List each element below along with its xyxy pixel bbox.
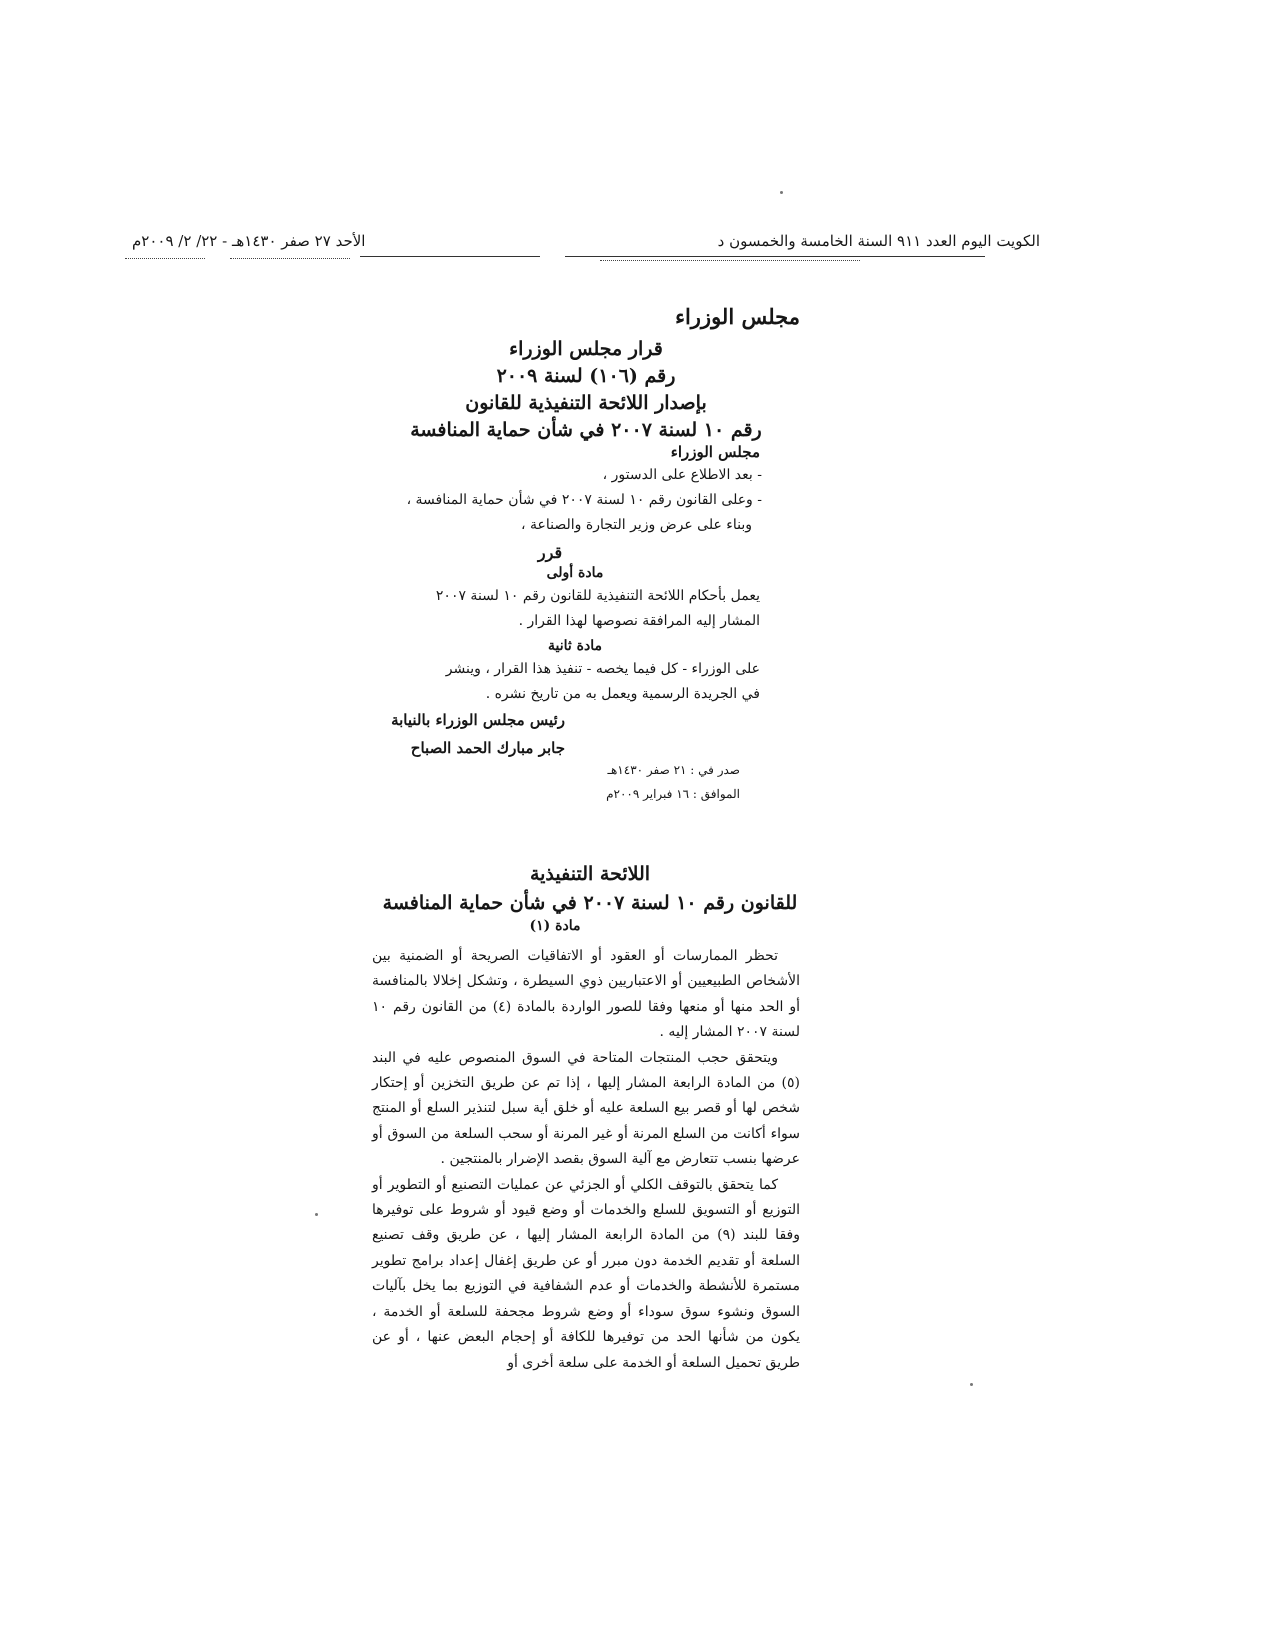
corresponding-date: الموافق : ١٦ فبراير ٢٠٠٩م bbox=[606, 787, 740, 801]
signature-title: رئيس مجلس الوزراء بالنيابة bbox=[391, 711, 565, 729]
recital: - وعلى القانون رقم ١٠ لسنة ٢٠٠٧ في شأن حماية المنافسة ، bbox=[406, 492, 762, 508]
recital: وبناء على عرض وزير التجارة والصناعة ، bbox=[521, 517, 752, 533]
signature-name: جابر مبارك الحمد الصباح bbox=[410, 739, 565, 757]
decision-title-line: بإصدار اللائحة التنفيذية للقانون bbox=[465, 392, 707, 414]
issue-dates bbox=[590, 758, 740, 806]
issued-on: صدر في : ٢١ صفر ١٤٣٠هـ bbox=[607, 763, 740, 777]
regulation-paragraph: كما يتحقق بالتوقف الكلي أو الجزئي عن عمليات التصنيع أو التطوير أو التوزيع أو التسويق للسلع والخدمات أو وضع قيود أو شروط على توفيرها وفقا للبند (٩) من المادة الرابعة المشار إليها ، عن طريق وقف تصنيع السلعة أو تقديم الخدمة دون مبرر أو عن طريق إغفال إعداد برامج تطوير مستمرة للأنشطة والخدمات أو عدم الشفافية في التوزيع بما يخل بآليات السوق ونشوء سوق سوداء أو وضع شروط مجحفة للسلعة أو الخدمة ، يكون من شأنها الحد من توفيرها للكافة أو إحجام البعض عنها ، أو عن طريق تحميل السلعة أو الخدمة على سلعة أخرى أو bbox=[372, 1176, 800, 1371]
header-rule-left-1 bbox=[125, 258, 205, 259]
decided-heading: قرر bbox=[537, 543, 563, 562]
regulation-title bbox=[375, 860, 805, 918]
article-1-text bbox=[360, 584, 760, 634]
regulation-paragraph: ويتحقق حجب المنتجات المتاحة في السوق المنصوص عليه في البند (٥) من المادة الرابعة المشار إليها ، إذا تم عن طريق التخزين أو إحتكار شخص لها أو قصر بيع السلعة عليه أو خلق أية سبل لتنذير السلع أو المنتج سواء أكانت من السلع المرنة أو غير المرنة أو سحب السلعة من السوق أو عرضها بنسب تتعارض مع آلية السوق بقصد الإضرار بالمنتجين . bbox=[372, 1049, 800, 1168]
article-1-heading: مادة أولى bbox=[546, 565, 604, 581]
header-date: الأحد ٢٧ صفر ١٤٣٠هـ - ٢٢/ ٢/ ٢٠٠٩م bbox=[132, 232, 366, 250]
decision-title-line: رقم (١٠٦) لسنة ٢٠٠٩ bbox=[496, 365, 676, 387]
scan-speck bbox=[315, 1213, 318, 1216]
scan-speck bbox=[780, 191, 783, 194]
article-1-line: يعمل بأحكام اللائحة التنفيذية للقانون رقم ١٠ لسنة ٢٠٠٧ bbox=[435, 588, 760, 604]
signature-block bbox=[345, 706, 565, 762]
article-2-heading: مادة ثانية bbox=[548, 638, 602, 654]
scan-speck bbox=[970, 1383, 973, 1386]
header-rule-left-3 bbox=[360, 256, 540, 257]
header-issue-info: الكويت اليوم العدد ٩١١ السنة الخامسة والخمسون د bbox=[717, 232, 1040, 250]
article-2-text bbox=[360, 657, 760, 707]
regulation-title-line: اللائحة التنفيذية bbox=[529, 863, 651, 885]
recital: - بعد الاطلاع على الدستور ، bbox=[602, 467, 762, 483]
section-heading: مجلس الوزراء bbox=[675, 304, 800, 329]
recitals bbox=[370, 463, 762, 538]
decision-title-line: قرار مجلس الوزراء bbox=[509, 338, 663, 360]
decision-title bbox=[400, 336, 772, 444]
article-2-line: في الجريدة الرسمية ويعمل به من تاريخ نشره . bbox=[485, 686, 760, 702]
header-rule-left-2 bbox=[230, 258, 350, 259]
header-rule-right bbox=[565, 256, 985, 257]
issuer: مجلس الوزراء bbox=[670, 443, 760, 461]
regulation-article-1-heading: مادة (١) bbox=[529, 918, 581, 934]
header-rule-left-4 bbox=[600, 260, 860, 261]
article-1-line: المشار إليه المرافقة نصوصها لهذا القرار . bbox=[518, 613, 760, 629]
article-2-line: على الوزراء - كل فيما يخصه - تنفيذ هذا القرار ، وينشر bbox=[445, 661, 760, 677]
decision-title-line: رقم ١٠ لسنة ٢٠٠٧ في شأن حماية المنافسة bbox=[410, 419, 762, 441]
regulation-body bbox=[372, 944, 800, 1376]
regulation-title-line: للقانون رقم ١٠ لسنة ٢٠٠٧ في شأن حماية المنافسة bbox=[382, 892, 798, 914]
regulation-paragraph: تحظر الممارسات أو العقود أو الاتفاقيات الصريحة أو الضمنية بين الأشخاص الطبيعيين أو الاعتباريين ذوي السيطرة ، وتشكل إخلالا بالمنافسة أو الحد منها أو منعها وفقا للصور الواردة بالمادة (٤) من القانون رقم ١٠ لسنة ٢٠٠٧ المشار إليه . bbox=[372, 948, 800, 1041]
